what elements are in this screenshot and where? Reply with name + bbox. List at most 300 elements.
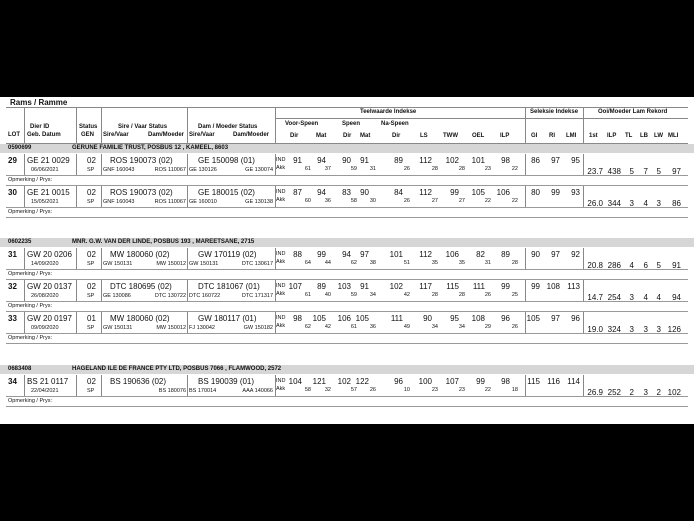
gen-value: 02 [87,188,96,197]
column-divider [187,248,188,269]
col-na-dir: Dir [392,133,401,139]
voor-speen-mat: 121 [312,377,326,386]
tww-acc: 23 [458,387,465,393]
ilp-acc: 26 [511,324,518,330]
ls-value: 117 [419,282,432,291]
gen-value: 01 [87,314,96,323]
oel-value: 99 [476,377,485,386]
column-divider [101,280,102,301]
col-oel: OEL [472,133,485,139]
speen-mat-acc: 26 [369,387,376,393]
col-dam-sire: Sire/Vaar [189,132,215,138]
row-divider [6,217,688,218]
speen-dir-acc: 58 [350,198,357,204]
col-seleksie: Seleksie Indekse [530,109,579,115]
ilp-acc: 22 [511,166,518,172]
rekord-tl: 2 [629,388,634,397]
rekord-first: 26.0 [587,199,603,208]
dam-dam: GW 150182 [243,325,273,331]
speen-mat: 90 [360,188,369,197]
animal-id: GW 20 0206 [27,250,72,259]
birth-date: 26/08/2020 [31,293,59,299]
akk-label: Akk [276,323,286,329]
gi-value: 86 [531,156,540,165]
rekord-lw: 5 [656,167,661,176]
sire-dam: ROS 110067 [154,167,186,173]
column-divider [275,312,276,333]
opmerking-label: Opmerking / Prys: [8,209,53,215]
ls-acc: 23 [431,387,438,393]
tww-value: 95 [450,314,459,323]
na-speen-dir: 84 [394,188,403,197]
na-speen-dir: 101 [389,250,403,259]
column-divider [275,186,276,207]
lmi-value: 114 [567,377,580,386]
voor-speen-mat-acc: 40 [324,292,331,298]
column-divider [76,280,77,301]
lot-number: 34 [8,377,17,386]
rekord-first: 23.7 [587,167,603,176]
row-divider [6,301,688,302]
sire-id: ROS 190073 (02) [110,188,173,197]
tww-value: 115 [446,282,459,291]
oel-acc: 23 [484,166,491,172]
page-title: Rams / Ramme [10,98,68,107]
sire-sire: GW 150131 [103,325,133,331]
oel-value: 111 [472,282,485,291]
dam-sire: GW 150131 [189,261,219,267]
table-row [0,312,694,344]
column-divider [525,280,526,301]
col-gi: GI [531,133,538,139]
lot-number: 30 [8,188,17,197]
status-value: SP [87,261,95,267]
oel-acc: 31 [484,260,491,266]
rekord-lb: 3 [643,325,648,334]
table-row [0,375,694,407]
tww-value: 102 [445,156,459,165]
sire-sire: GE 130086 [103,293,131,299]
rekord-lw: 4 [656,293,661,302]
lmi-value: 113 [567,282,580,291]
status-value: SP [87,325,95,331]
dam-id: GE 180015 (02) [198,188,255,197]
lot-number: 29 [8,156,17,165]
tww-acc: 28 [458,292,465,298]
opmerking-label: Opmerking / Prys: [8,398,53,404]
col-ilp: ILP [500,133,510,139]
dam-dam: GE 130074 [245,167,273,173]
ri-value: 97 [551,314,560,323]
column-divider [24,248,25,269]
rekord-lw: 3 [656,325,661,334]
speen-mat-acc: 34 [369,292,376,298]
column-divider [525,312,526,333]
speen-mat: 91 [360,156,369,165]
col-tww: TWW [443,133,458,139]
gi-value: 105 [526,314,540,323]
rekord-mli: 94 [672,293,681,302]
animal-id: GE 21 0015 [27,188,70,197]
col-ooi-rekord: Ooi/Moeder Lam Rekord [598,109,668,115]
sire-dam: ROS 110067 [154,199,186,205]
lot-number: 32 [8,282,17,291]
dam-dam: GE 130138 [245,199,273,205]
catalogue-sheet [0,97,694,424]
voor-speen-dir-acc: 62 [304,324,311,330]
ind-label: IND [276,157,286,163]
col-dam-moeder: Dam/Moeder [148,132,185,138]
tww-acc: 28 [458,166,465,172]
col-first: 1st [589,133,598,139]
speen-mat: 91 [360,282,369,291]
rekord-tl: 3 [629,325,634,334]
speen-mat-acc: 38 [369,260,376,266]
sire-dam: DTC 130722 [154,293,186,299]
column-divider [76,312,77,333]
na-speen-dir-acc: 51 [403,260,410,266]
column-divider [24,154,25,175]
gen-value: 02 [87,250,96,259]
akk-label: Akk [276,259,286,265]
dam-id: GW 180117 (01) [198,314,257,323]
lot-number: 31 [8,250,17,259]
voor-speen-dir-acc: 58 [304,387,311,393]
speen-dir: 90 [342,156,351,165]
gi-value: 115 [527,377,540,386]
tww-acc: 27 [458,198,465,204]
sire-sire: GNF 160043 [103,199,135,205]
ilp-acc: 22 [511,198,518,204]
ri-value: 97 [551,156,560,165]
table-row [0,186,694,218]
tww-acc: 35 [458,260,465,266]
column-divider [275,248,276,269]
col-dam-dam: Dam/Moeder [233,132,270,138]
breeder-row [0,144,694,153]
rekord-ilp: 254 [607,293,621,302]
rekord-lb: 4 [643,199,648,208]
sire-sire: GNF 160043 [103,167,135,173]
voor-speen-dir: 104 [288,377,302,386]
column-divider [583,375,584,396]
dam-id: BS 190039 (01) [198,377,255,386]
opmerking-label: Opmerking / Prys: [8,271,53,277]
lmi-value: 95 [571,156,580,165]
row-divider [6,396,688,397]
sire-id: BS 190636 (02) [110,377,167,386]
rekord-first: 26.9 [587,388,603,397]
ls-acc: 34 [431,324,438,330]
col-teelwaarde: Teelwaarde Indekse [360,109,417,115]
dam-sire: GE 130126 [189,167,217,173]
birth-date: 14/09/2020 [31,261,59,267]
oel-acc: 26 [484,292,491,298]
col-sire-vaar: Sire/Vaar [103,132,129,138]
breeder-name: MNR. G.W. VAN DER LINDE, POSBUS 193 , MAREETSANE, 2715 [72,239,255,245]
oel-value: 108 [471,314,485,323]
birth-date: 22/04/2021 [31,388,59,394]
ls-acc: 27 [431,198,438,204]
rekord-ilp: 286 [607,261,621,270]
lot-number: 33 [8,314,17,323]
animal-id: BS 21 0117 [27,377,69,386]
rekord-lw: 5 [656,261,661,270]
column-divider [275,154,276,175]
column-divider [275,375,276,396]
column-divider [24,186,25,207]
na-speen-dir-acc: 42 [403,292,410,298]
column-divider [525,186,526,207]
column-divider [76,248,77,269]
opmerking-label: Opmerking / Prys: [8,177,53,183]
speen-dir: 103 [337,282,351,291]
status-value: SP [87,199,95,205]
birth-date: 15/05/2021 [31,199,59,205]
sire-dam: MW 150012 [156,325,186,331]
column-divider [24,375,25,396]
ls-acc: 35 [431,260,438,266]
breeder-code: 0602235 [8,239,32,245]
col-dier-id: Dier ID [30,124,50,130]
gen-value: 02 [87,377,96,386]
col-lb: LB [640,133,648,139]
breeder-code: 0590699 [8,145,32,151]
ind-label: IND [276,189,286,195]
ilp-value: 99 [501,282,510,291]
speen-mat: 122 [355,377,369,386]
col-lot: LOT [8,132,20,138]
column-divider [187,280,188,301]
table-row [0,280,694,312]
ls-value: 112 [419,156,432,165]
voor-speen-dir-acc: 60 [304,198,311,204]
gi-value: 80 [531,188,540,197]
rekord-mli: 126 [667,325,681,334]
gen-value: 02 [87,156,96,165]
sire-id: MW 180060 (02) [110,314,170,323]
voor-speen-mat-acc: 44 [324,260,331,266]
animal-id: GW 20 0137 [27,282,72,291]
column-divider [24,312,25,333]
na-speen-dir: 89 [394,156,403,165]
speen-dir-acc: 62 [350,260,357,266]
column-divider [187,312,188,333]
rekord-lb: 6 [643,261,648,270]
rekord-tl: 4 [629,261,634,270]
dam-dam: DTC 171317 [241,293,273,299]
ilp-value: 98 [501,377,510,386]
row-divider [6,207,688,208]
na-speen-dir: 102 [389,282,403,291]
speen-dir: 83 [342,188,351,197]
status-value: SP [87,388,95,394]
voor-speen-mat: 94 [317,156,326,165]
column-divider [187,154,188,175]
ilp-value: 89 [501,250,510,259]
voor-speen-dir: 98 [293,314,302,323]
col-status: Status [79,124,98,130]
speen-dir: 106 [337,314,351,323]
rekord-lb: 4 [643,293,648,302]
tww-value: 99 [450,188,459,197]
ind-label: IND [276,378,286,384]
rekord-mli: 102 [667,388,681,397]
sire-id: MW 180060 (02) [110,250,170,259]
voor-speen-dir-acc: 61 [304,292,311,298]
column-divider [76,375,77,396]
tww-value: 106 [445,250,459,259]
rekord-mli: 97 [672,167,681,176]
speen-mat-acc: 31 [369,166,376,172]
ilp-value: 96 [501,314,510,323]
row-divider [6,175,688,176]
ind-label: IND [276,315,286,321]
col-tl: TL [625,133,633,139]
voor-speen-mat: 105 [312,314,326,323]
rekord-lw: 3 [656,199,661,208]
speen-mat-acc: 36 [369,324,376,330]
column-divider [583,154,584,175]
column-divider [101,375,102,396]
na-speen-dir-acc: 26 [403,198,410,204]
col-speen: Speen [342,121,361,127]
column-divider [583,186,584,207]
column-divider [525,375,526,396]
column-divider [187,375,188,396]
voor-speen-mat: 89 [317,282,326,291]
col-mli: MLI [668,133,679,139]
status-value: SP [87,293,95,299]
tww-value: 107 [445,377,459,386]
column-divider [24,280,25,301]
row-divider [6,406,688,407]
na-speen-dir-acc: 10 [403,387,410,393]
table-header [0,107,694,143]
rekord-tl: 5 [629,167,634,176]
rekord-ilp: 324 [607,325,621,334]
oel-value: 101 [471,156,485,165]
lmi-value: 92 [571,250,580,259]
col-sire-status: Sire / Vaar Status [118,124,168,130]
rekord-mli: 86 [672,199,681,208]
dam-dam: AAA 140066 [242,388,273,394]
dam-sire: GE 160010 [189,199,217,205]
voor-speen-dir: 107 [288,282,302,291]
ri-value: 99 [551,188,560,197]
column-divider [583,312,584,333]
birth-date: 06/06/2021 [31,167,59,173]
speen-dir-acc: 57 [350,387,357,393]
opmerking-label: Opmerking / Prys: [8,303,53,309]
voor-speen-dir-acc: 61 [304,166,311,172]
rekord-lb: 3 [643,388,648,397]
rekord-mli: 91 [672,261,681,270]
speen-dir-acc: 59 [350,292,357,298]
column-divider [275,280,276,301]
animal-id: GE 21 0029 [27,156,70,165]
dam-id: GW 170119 (02) [198,250,257,259]
breeder-name: HAGELAND ILE DE FRANCE PTY LTD, POSBUS 7066 , FLAMWOOD, 2572 [72,366,282,372]
ind-label: IND [276,283,286,289]
rekord-tl: 3 [629,293,634,302]
column-divider [583,248,584,269]
tww-acc: 34 [458,324,465,330]
oel-acc: 22 [484,387,491,393]
animal-id: GW 20 0197 [27,314,72,323]
gi-value: 99 [531,282,540,291]
ls-value: 100 [418,377,432,386]
lmi-value: 96 [571,314,580,323]
akk-label: Akk [276,165,286,171]
speen-dir-acc: 59 [350,166,357,172]
column-divider [101,186,102,207]
lmi-value: 93 [571,188,580,197]
breeder-row [0,238,694,247]
speen-mat: 105 [355,314,369,323]
dam-sire: BS 170014 [189,388,217,394]
voor-speen-mat: 99 [317,250,326,259]
ilp-acc: 18 [511,387,518,393]
speen-dir: 102 [337,377,351,386]
speen-dir-acc: 61 [350,324,357,330]
ls-value: 90 [423,314,432,323]
ls-value: 112 [419,188,432,197]
table-row [0,154,694,186]
breeder-name: GERUNE FAMILIE TRUST, POSBUS 12 , KAMEEL, 8603 [72,145,229,151]
voor-speen-dir-acc: 64 [304,260,311,266]
col-dam-status: Dam / Moeder Status [198,124,258,130]
speen-dir: 94 [342,250,351,259]
col-sp-dir: Dir [343,133,352,139]
rekord-ilp: 252 [607,388,621,397]
akk-label: Akk [276,197,286,203]
oel-value: 105 [471,188,485,197]
column-divider [101,312,102,333]
rekord-lb: 7 [643,167,648,176]
column-divider [76,154,77,175]
voor-speen-mat-acc: 42 [324,324,331,330]
ilp-acc: 25 [511,292,518,298]
voor-speen-mat: 94 [317,188,326,197]
ls-acc: 28 [431,166,438,172]
ilp-value: 106 [496,188,510,197]
breeder-row [0,365,694,374]
rekord-lw: 2 [656,388,661,397]
col-r-ilp: ILP [607,133,617,139]
row-divider [6,333,688,334]
row-divider [6,269,688,270]
opmerking-label: Opmerking / Prys: [8,335,53,341]
sire-sire: GW 150131 [103,261,133,267]
sire-id: ROS 190073 (02) [110,156,173,165]
ri-value: 116 [547,377,560,386]
na-speen-dir: 111 [390,314,403,323]
dam-id: GE 150098 (01) [198,156,255,165]
voor-speen-dir: 87 [293,188,302,197]
column-divider [525,248,526,269]
oel-value: 82 [476,250,485,259]
column-divider [76,186,77,207]
column-divider [187,186,188,207]
breeder-code: 0683408 [8,366,32,372]
dam-sire: DTC 160722 [189,293,221,299]
sire-dam: MW 150012 [156,261,186,267]
voor-speen-mat-acc: 36 [324,198,331,204]
rekord-first: 14.7 [587,293,603,302]
col-lmi: LMI [566,133,577,139]
col-geb-datum: Geb. Datum [27,132,61,138]
